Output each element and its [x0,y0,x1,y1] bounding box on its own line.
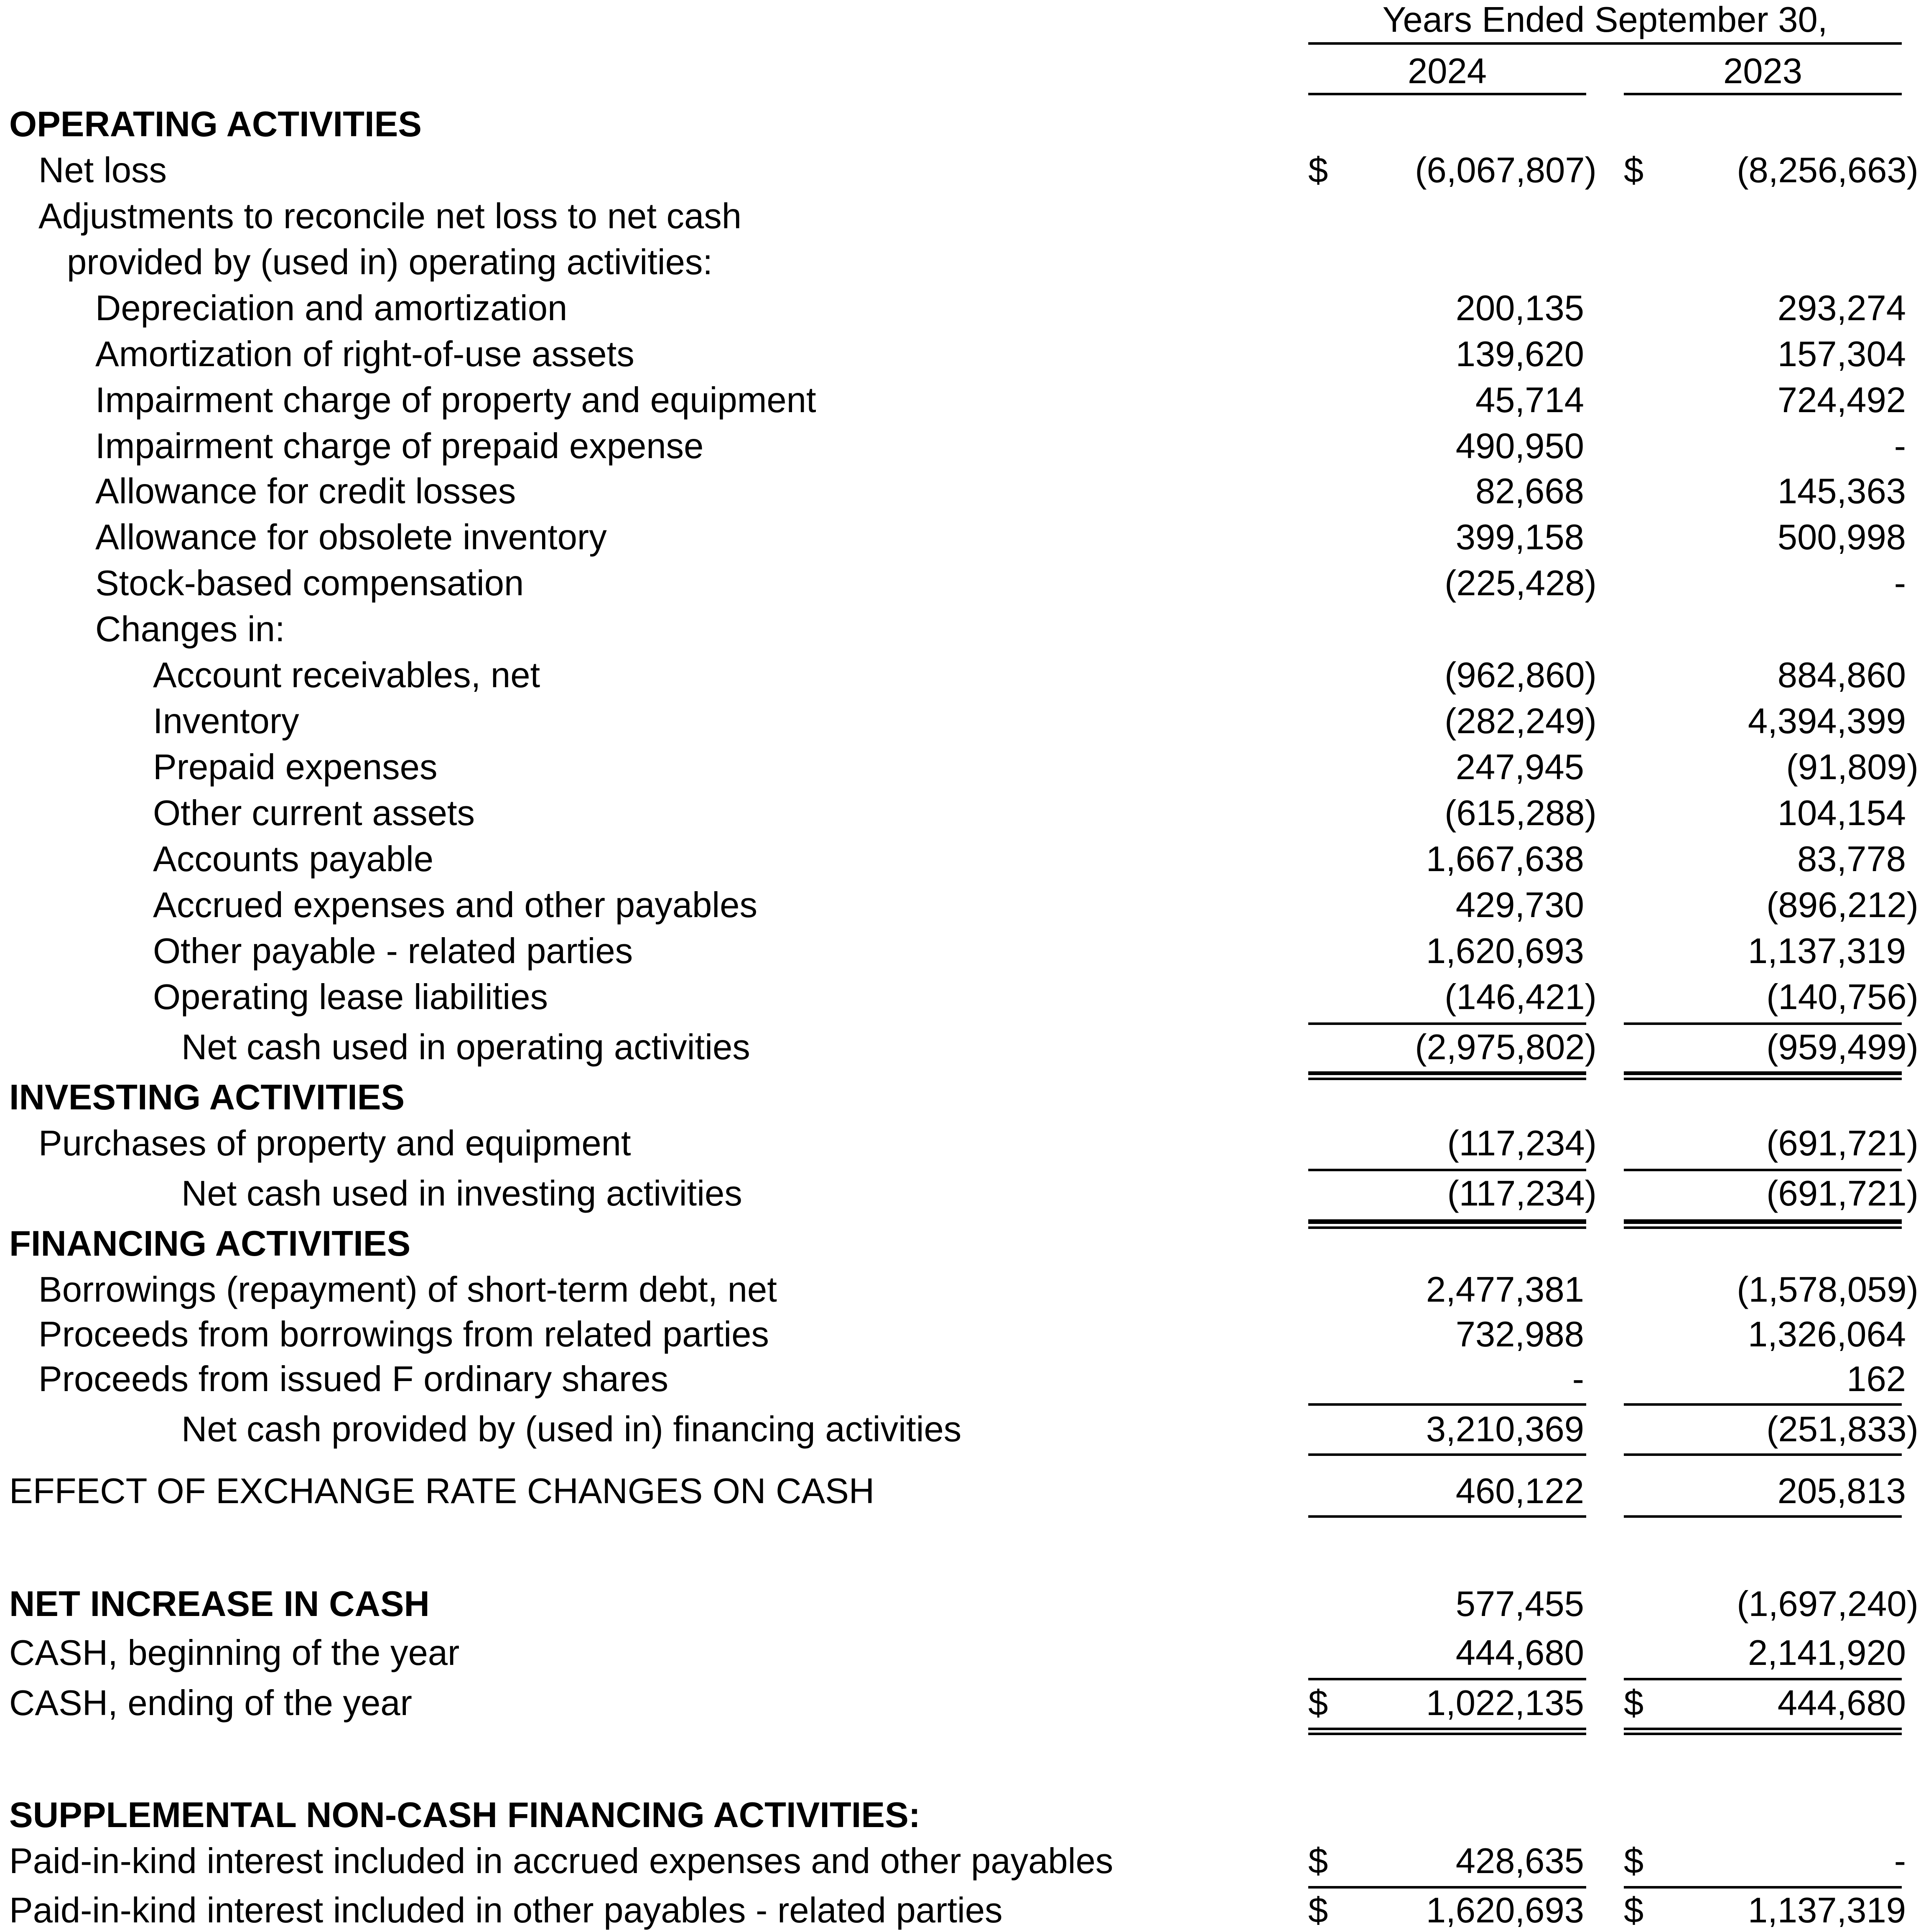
value-2024: 732,988 [1455,1315,1584,1354]
dollar-sign-2023: $ [1624,1683,1644,1723]
value-2023: (691,721) [1766,1124,1918,1163]
row-label: Prepaid expenses [153,747,438,787]
period-header-rule [1308,42,1902,45]
value-2023: 884,860 [1777,655,1906,695]
total-underline [1308,1221,1586,1224]
row-label: Paid-in-kind interest included in accrued expenses and other payables [9,1841,1113,1881]
value-2023: (896,212) [1766,885,1918,925]
row-label: Operating lease liabilities [153,977,548,1017]
value-2024: 45,714 [1475,380,1584,420]
value-2024: (117,234) [1447,1174,1597,1213]
value-2024: (6,067,807) [1415,150,1597,190]
value-2024: 1,620,693 [1426,931,1584,971]
total-underline [1624,1169,1902,1171]
value-2023: 724,492 [1777,380,1906,420]
value-2023: - [1894,1841,1906,1881]
column-header-2023-rule [1624,93,1902,95]
value-2024: 490,950 [1455,426,1584,466]
row-label: Changes in: [95,609,285,649]
value-2023: 162 [1847,1359,1906,1399]
row-label: Account receivables, net [153,655,540,695]
value-2023: (691,721) [1766,1174,1918,1213]
value-2024: (282,249) [1444,701,1597,741]
total-underline [1624,1221,1902,1224]
total-underline [1308,1453,1586,1456]
total-underline [1308,1078,1586,1080]
total-underline [1308,1169,1586,1171]
total-underline [1624,1403,1902,1406]
total-underline [1308,1886,1586,1889]
value-2024: (146,421) [1444,977,1597,1017]
dollar-sign-2024: $ [1308,1841,1328,1881]
value-2024: 1,667,638 [1426,839,1584,879]
row-label: Accrued expenses and other payables [153,885,757,925]
row-label: Allowance for obsolete inventory [95,517,607,557]
section-heading: OPERATING ACTIVITIES [9,105,422,144]
row-label: Borrowings (repayment) of short-term debt, net [38,1270,777,1310]
value-2024: (117,234) [1447,1124,1597,1163]
row-label: Proceeds from issued F ordinary shares [38,1359,669,1399]
value-2023: 444,680 [1777,1683,1906,1723]
value-2024: 139,620 [1455,334,1584,374]
value-2023: (8,256,663) [1737,150,1918,190]
row-label: Stock-based compensation [95,563,524,603]
row-label: Net cash used in investing activities [181,1174,742,1213]
total-underline [1308,1733,1586,1735]
row-label: Adjustments to reconcile net loss to net cash [38,196,741,236]
value-2024: 444,680 [1455,1633,1584,1673]
row-label: provided by (used in) operating activities: [67,242,713,282]
total-underline [1624,1733,1902,1735]
total-underline [1624,1078,1902,1080]
row-label: Other payable - related parties [153,931,633,971]
value-2024: 577,455 [1455,1584,1584,1624]
value-2023: (91,809) [1786,747,1918,787]
value-2024: 247,945 [1455,747,1584,787]
row-label: Allowance for credit losses [95,472,516,511]
value-2024: 200,135 [1455,288,1584,328]
dollar-sign-2024: $ [1308,1891,1328,1930]
total-underline [1308,1403,1586,1406]
row-label: Other current assets [153,793,475,833]
value-2023: (251,833) [1766,1409,1918,1449]
total-underline [1624,1022,1902,1025]
row-label: Purchases of property and equipment [38,1124,631,1163]
row-label: Paid-in-kind interest included in other payables - related parties [9,1891,1003,1930]
value-2024: (2,975,802) [1415,1027,1597,1067]
section-heading: INVESTING ACTIVITIES [9,1078,405,1117]
value-2024: 82,668 [1475,472,1584,511]
value-2024: (962,860) [1444,655,1597,695]
row-label: Net cash provided by (used in) financing activities [181,1409,962,1449]
row-label: Inventory [153,701,299,741]
value-2023: 500,998 [1777,517,1906,557]
value-2024: 460,122 [1455,1471,1584,1511]
value-2023: 293,274 [1777,288,1906,328]
value-2023: 1,137,319 [1748,1891,1906,1930]
value-2023: 4,394,399 [1748,701,1906,741]
value-2024: 429,730 [1455,885,1584,925]
row-label: Impairment charge of prepaid expense [95,426,704,466]
value-2023: - [1894,426,1906,466]
total-underline [1308,1226,1586,1229]
value-2023: 2,141,920 [1748,1633,1906,1673]
total-underline [1624,1453,1902,1456]
total-underline [1624,1728,1902,1730]
value-2023: (959,499) [1766,1027,1918,1067]
row-label: Net cash used in operating activities [181,1027,750,1067]
total-underline [1308,1515,1586,1518]
section-heading: FINANCING ACTIVITIES [9,1224,411,1264]
dollar-sign-2023: $ [1624,150,1644,190]
value-2024: - [1572,1359,1584,1399]
value-2024: 2,477,381 [1426,1270,1584,1310]
column-header-2024-rule [1308,93,1586,95]
dollar-sign-2023: $ [1624,1891,1644,1930]
column-header-2023: 2023 [1723,51,1803,91]
value-2023: 104,154 [1777,793,1906,833]
row-label: EFFECT OF EXCHANGE RATE CHANGES ON CASH [9,1471,875,1511]
value-2023: (1,697,240) [1737,1584,1918,1624]
value-2023: 145,363 [1777,472,1906,511]
total-underline [1308,1678,1586,1680]
total-underline [1624,1678,1902,1680]
value-2023: 157,304 [1777,334,1906,374]
section-heading: NET INCREASE IN CASH [9,1584,430,1624]
row-label: Accounts payable [153,839,433,879]
value-2024: (225,428) [1444,563,1597,603]
dollar-sign-2024: $ [1308,1683,1328,1723]
value-2024: 428,635 [1455,1841,1584,1881]
value-2024: 3,210,369 [1426,1409,1584,1449]
period-header: Years Ended September 30, [1382,0,1828,40]
total-underline [1308,1073,1586,1075]
value-2023: (140,756) [1766,977,1918,1017]
total-underline [1624,1886,1902,1889]
section-heading: SUPPLEMENTAL NON-CASH FINANCING ACTIVITIES: [9,1795,921,1835]
value-2023: (1,578,059) [1737,1270,1918,1310]
row-label: CASH, beginning of the year [9,1633,460,1673]
total-underline [1308,1728,1586,1730]
value-2023: 1,137,319 [1748,931,1906,971]
column-header-2024: 2024 [1407,51,1487,91]
value-2024: (615,288) [1444,793,1597,833]
value-2024: 399,158 [1455,517,1584,557]
row-label: Impairment charge of property and equipment [95,380,816,420]
row-label: Net loss [38,150,167,190]
value-2023: - [1894,563,1906,603]
dollar-sign-2024: $ [1308,150,1328,190]
value-2023: 1,326,064 [1748,1315,1906,1354]
value-2023: 205,813 [1777,1471,1906,1511]
row-label: Depreciation and amortization [95,288,568,328]
value-2023: 83,778 [1797,839,1906,879]
row-label: Proceeds from borrowings from related parties [38,1315,769,1354]
total-underline [1624,1226,1902,1229]
total-underline [1624,1073,1902,1075]
total-underline [1624,1515,1902,1518]
dollar-sign-2023: $ [1624,1841,1644,1881]
row-label: Amortization of right-of-use assets [95,334,634,374]
total-underline [1308,1022,1586,1025]
row-label: CASH, ending of the year [9,1683,412,1723]
value-2024: 1,620,693 [1426,1891,1584,1930]
value-2024: 1,022,135 [1426,1683,1584,1723]
